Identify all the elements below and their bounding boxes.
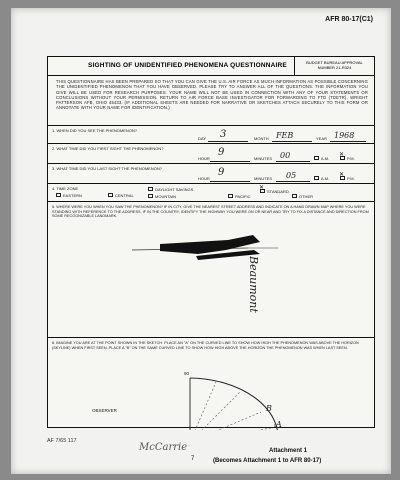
- tz-pacific-checkbox[interactable]: [228, 194, 233, 198]
- year-value: 1968: [334, 131, 355, 140]
- day-label: DAY: [198, 136, 206, 141]
- question-1-row: [48, 125, 374, 143]
- observer-label: OBSERVER: [92, 408, 117, 413]
- hour-label: HOUR: [198, 176, 210, 181]
- budget-bureau-box: [294, 57, 374, 75]
- tz-standard-label: STANDARD: [267, 189, 289, 194]
- tz-pacific-label: PACIFIC: [235, 194, 251, 199]
- location-handwriting: Beaumont: [247, 256, 260, 313]
- am-checkbox[interactable]: [314, 156, 319, 160]
- tz-eastern-label: EASTERN: [63, 193, 82, 198]
- form-title: SIGHTING OF UNIDENTIFIED PHENOMENA QUESTIONNAIRE: [88, 62, 287, 69]
- question-6-row: [48, 337, 374, 429]
- tz-mountain-label: MOUNTAIN: [155, 194, 177, 199]
- mark-b: B: [266, 404, 272, 413]
- pm-check-mark: ✕: [339, 152, 345, 158]
- month-label: MONTH: [254, 136, 269, 141]
- am-label: A.M.: [321, 156, 330, 161]
- questionnaire-form: [47, 56, 375, 428]
- pm-label: P.M.: [347, 176, 355, 181]
- day-value: 3: [220, 129, 227, 140]
- question-6-label: 6. IMAGINE YOU ARE AT THE POINT SHOWN IN THE SKETCH. PLACE AN "A" ON THE CURVED LINE TO SHOW HOW HIGH THE PHENOMENON WAS ABOVE THE HORIZON (SKYLINE) WHEN FIRST SEEN. PLACE A "B" ON THE SAME CURVED LINE TO SHOW HOW HIGH ABOVE THE HORIZON THE PHENOMENON WAS WHEN LAST SEEN.: [52, 341, 359, 350]
- question-3-label: 3. WHAT TIME DID YOU LAST SIGHT THE PHENOMENON?: [52, 166, 162, 171]
- form-header: [48, 57, 374, 76]
- budget-line: NUMBER 21-R324: [317, 65, 352, 70]
- elevation-arc-diagram: [48, 338, 374, 430]
- standard-check-mark: ✕: [259, 185, 265, 191]
- tz-daylight-label: DAYLIGHT SAVINGS: [155, 187, 194, 192]
- am-label: A.M.: [321, 176, 330, 181]
- intro-paragraph: THIS QUESTIONNAIRE HAS BEEN PREPARED SO THAT YOU CAN GIVE THE U.S. AIR FORCE AS MUCH INFORMATION AS POSSIBLE CONCERNING THE UNIDENTIFIED PHENOMENON THAT YOU HAVE OBSERVED. PLEASE TRY TO ANSWER ALL OF THE QUESTIONS. THE INFORMATION YOU GIVE WILL BE USED FOR RESEARCH PURPOSES. YOUR NAME WILL NOT BE USED IN CONNECTION WITH ANY OF YOUR STATEMENTS OR CONCLUSIONS WITHOUT YOUR PERMISSION. RETURN TO AIR FORCE BASE INVESTIGATOR FOR FORWARDING TO FTD (TDETR), WRIGHT PATTERSON AFB, OHIO 45433. (IF ADDITIONAL SHEETS ARE NEEDED FOR NARRATIVE OR SKETCHES ATTACH SECURELY TO THIS FORM OR ANNOTATE WITH YOUR NAME FOR IDENTIFICATION.): [56, 79, 368, 111]
- document-page: [11, 8, 391, 474]
- budget-line: BUDGET BUREAU APPROVAL: [306, 60, 363, 65]
- year-label: YEAR: [316, 136, 327, 141]
- question-1-label: 1. WHEN DID YOU SEE THE PHENOMENON?: [52, 128, 137, 133]
- arc-label-0: 0: [274, 423, 277, 428]
- tz-central-checkbox[interactable]: [108, 193, 113, 197]
- first-hour-value: 9: [218, 147, 225, 158]
- month-value: FEB: [276, 131, 294, 140]
- tz-other-label: OTHER: [299, 194, 313, 199]
- footer-signature: McCarrie: [139, 442, 188, 453]
- attachment-label: Attachment 1: [269, 448, 308, 454]
- pm-check-mark: ✕: [339, 172, 345, 178]
- attachment-note: (Becomes Attachment 1 to AFR 80-17): [213, 458, 322, 464]
- last-minutes-value: 05: [286, 171, 297, 180]
- first-minutes-value: 00: [280, 151, 291, 160]
- elevation-arc: [190, 378, 278, 430]
- pm-label: P.M.: [347, 156, 355, 161]
- location-sketch: [48, 202, 374, 338]
- question-4-label: 4. TIME ZONE: [52, 186, 79, 191]
- am-checkbox[interactable]: [314, 176, 319, 180]
- tz-eastern-checkbox[interactable]: [56, 193, 61, 197]
- form-number: AFR 80-17(C1): [325, 16, 373, 23]
- tz-central-label: CENTRAL: [115, 193, 134, 198]
- question-5-row: [48, 201, 374, 337]
- question-4-row: [48, 183, 374, 201]
- question-5-label: 5. WHERE WERE YOU WHEN YOU SAW THE PHENOMENON? IF IN CITY, GIVE THE NEAREST STREET ADDRESS AND INDICATE ON A HAND DRAWN MAP WHERE YOU WERE STANDING WITH REFERENCE TO THE ADDRESS. IF IN THE COUNTRY, IDENTIFY THE HIGHWAY YOU WERE ON OR NEAR AND TRY TO FIX A DISTANCE AND DIRECTION FROM SOME RECOGNIZABLE LANDMARK.: [52, 205, 369, 219]
- tz-daylight-checkbox[interactable]: [148, 187, 153, 191]
- angle-ray: [190, 382, 216, 430]
- hour-label: HOUR: [198, 156, 210, 161]
- footer-form-code: AF 7/65 117: [47, 438, 77, 444]
- tz-mountain-checkbox[interactable]: [148, 194, 153, 198]
- page-number: 7: [191, 456, 195, 462]
- minutes-label: MINUTES: [254, 176, 272, 181]
- question-2-label: 2. WHAT TIME DID YOU FIRST SIGHT THE PHENOMENON?: [52, 146, 164, 151]
- question-2-row: [48, 143, 374, 163]
- angle-ray: [190, 392, 240, 430]
- arc-label-90: 90: [184, 371, 190, 376]
- last-hour-value: 9: [218, 167, 225, 178]
- mark-a: A: [276, 420, 282, 429]
- question-3-row: [48, 163, 374, 183]
- minutes-label: MINUTES: [254, 156, 272, 161]
- angle-ray: [190, 412, 261, 430]
- tz-other-checkbox[interactable]: [292, 194, 297, 198]
